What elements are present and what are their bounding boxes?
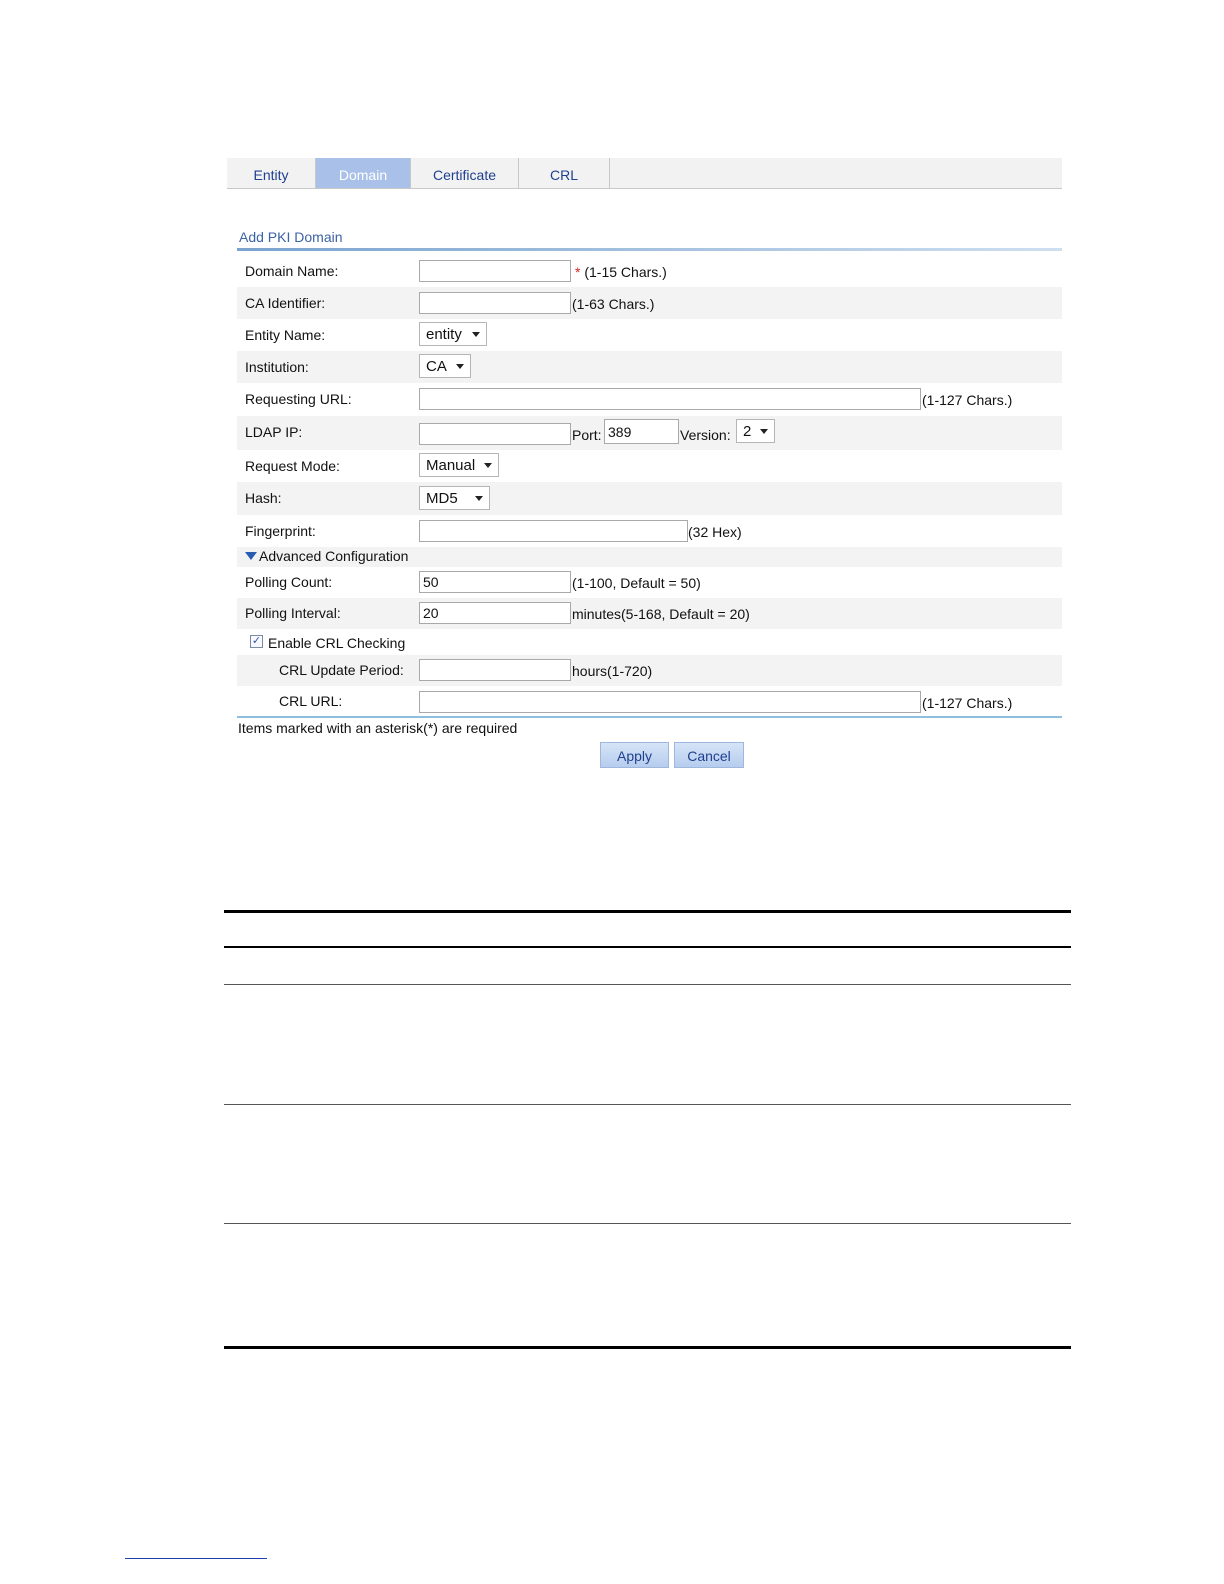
hash-label: Hash:	[245, 490, 282, 506]
ca-identifier-hint: (1-63 Chars.)	[572, 296, 655, 312]
crl-checking-checkbox[interactable]: ✓	[251, 635, 262, 647]
cancel-button[interactable]: Cancel	[674, 742, 744, 768]
domain-name-input[interactable]	[419, 260, 571, 282]
ldap-version-value: 2	[743, 423, 752, 440]
row-polling-interval	[237, 598, 1062, 629]
ldap-port-input[interactable]	[604, 419, 679, 444]
title-divider	[237, 248, 1062, 251]
fingerprint-input[interactable]	[419, 520, 688, 542]
polling-interval-hint: minutes(5-168, Default = 20)	[572, 606, 750, 622]
tab-bar	[227, 158, 1062, 189]
entity-name-select[interactable]	[419, 322, 487, 346]
apply-button[interactable]: Apply	[600, 742, 669, 768]
ca-identifier-input[interactable]	[419, 292, 571, 314]
polling-count-label: Polling Count:	[245, 574, 333, 590]
row-crl-checking	[237, 629, 1062, 655]
polling-count-hint: (1-100, Default = 50)	[572, 575, 701, 591]
ca-identifier-label: CA Identifier:	[245, 295, 326, 311]
row-polling-count	[237, 567, 1062, 598]
row-request-mode	[237, 450, 1062, 482]
requesting-url-hint: (1-127 Chars.)	[922, 392, 1013, 408]
row-hash	[237, 482, 1062, 515]
row-institution	[237, 351, 1062, 383]
ldap-ip-label: LDAP IP:	[245, 424, 303, 440]
fingerprint-hint: (32 Hex)	[688, 524, 742, 540]
required-note: Items marked with an asterisk(*) are required	[238, 720, 518, 736]
ldap-version-select[interactable]	[736, 419, 775, 443]
ldap-ip-input[interactable]	[419, 423, 571, 445]
row-fingerprint	[237, 515, 1062, 547]
tab-domain[interactable]: Domain	[316, 158, 411, 188]
row-requesting-url	[237, 383, 1062, 416]
row-crl-update-period	[237, 655, 1062, 686]
row-crl-url	[237, 686, 1062, 716]
footnote-separator	[125, 1558, 267, 1559]
advanced-configuration-label: Advanced Configuration	[259, 548, 409, 564]
chevron-down-icon	[475, 496, 483, 501]
entity-name-label: Entity Name:	[245, 327, 326, 343]
chevron-down-icon	[472, 332, 480, 337]
table-row-rule	[224, 984, 1071, 985]
tab-entity[interactable]: Entity	[227, 158, 316, 188]
hash-value: MD5	[426, 490, 458, 507]
fingerprint-label: Fingerprint:	[245, 523, 316, 539]
ldap-version-label: Version:	[680, 427, 731, 443]
institution-select[interactable]	[419, 354, 471, 378]
table-bottom-rule	[224, 1346, 1071, 1349]
institution-value: CA	[426, 358, 447, 375]
crl-checking-label: Enable CRL Checking	[268, 635, 406, 651]
polling-interval-input[interactable]	[419, 602, 571, 624]
form-bottom-divider	[237, 716, 1062, 718]
polling-count-input[interactable]	[419, 571, 571, 593]
request-mode-value: Manual	[426, 457, 476, 474]
ldap-port-label: Port:	[572, 427, 602, 443]
request-mode-select[interactable]	[419, 453, 499, 477]
polling-interval-label: Polling Interval:	[245, 605, 341, 621]
request-mode-label: Request Mode:	[245, 458, 340, 474]
domain-name-hint-group	[575, 264, 667, 280]
crl-url-input[interactable]	[419, 691, 921, 713]
crl-url-label: CRL URL:	[279, 693, 343, 709]
entity-name-value: entity	[426, 326, 462, 343]
institution-label: Institution:	[245, 359, 309, 375]
domain-name-label: Domain Name:	[245, 263, 339, 279]
requesting-url-input[interactable]	[419, 388, 921, 410]
crl-update-period-label: CRL Update Period:	[279, 662, 404, 678]
crl-update-period-hint: hours(1-720)	[572, 663, 653, 679]
domain-name-hint: (1-15 Chars.)	[584, 264, 667, 280]
hash-select[interactable]	[419, 486, 490, 510]
table-row-rule	[224, 1104, 1071, 1105]
crl-update-period-input[interactable]	[419, 659, 571, 681]
chevron-down-icon	[456, 364, 464, 369]
row-entity-name	[237, 319, 1062, 351]
table-header-rule	[224, 946, 1071, 948]
row-advanced	[237, 547, 1062, 567]
tab-certificate[interactable]: Certificate	[411, 158, 519, 188]
form-title: Add PKI Domain	[239, 229, 343, 245]
chevron-down-icon	[760, 429, 768, 434]
required-asterisk: *	[575, 264, 581, 280]
table-top-rule	[224, 910, 1071, 913]
row-domain-name	[237, 255, 1062, 287]
crl-url-hint: (1-127 Chars.)	[922, 695, 1013, 711]
table-row-rule	[224, 1223, 1071, 1224]
advanced-configuration-toggle[interactable]	[245, 548, 408, 564]
row-ca-identifier	[237, 287, 1062, 319]
requesting-url-label: Requesting URL:	[245, 391, 352, 407]
triangle-down-icon	[245, 552, 257, 560]
tab-crl[interactable]: CRL	[519, 158, 610, 188]
row-ldap	[237, 416, 1062, 450]
chevron-down-icon	[484, 463, 492, 468]
